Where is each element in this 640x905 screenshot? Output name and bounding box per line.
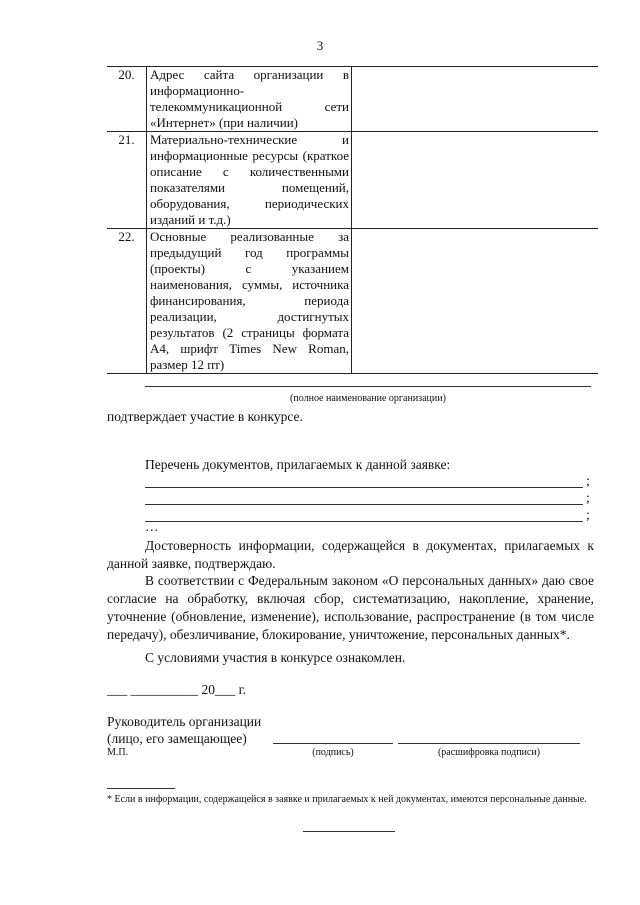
row-number: 21. xyxy=(107,132,147,229)
doc-line-end: ; xyxy=(586,507,590,522)
row-description: Адрес сайта организации в информационно-телекоммуникационной сети «Интернет» (при наличии) xyxy=(147,67,352,132)
consent-statement: В соответствии с Федеральным законом «О персональных данных» даю свое согласие на обработку, включая сбор, систематизацию, накопление, хранение, уточнение (обновление, изменение), использование, распространение (в том числе передачу), обезличивание, блокирование, уничтожение, персональных данных*. xyxy=(107,573,594,642)
list-ellipsis: … xyxy=(145,519,159,534)
head-subtitle: (лицо, его замещающее) xyxy=(107,731,247,746)
doc-line-1[interactable] xyxy=(145,487,583,488)
docs-list-heading: Перечень документов, прилагаемых к данной заявке: xyxy=(145,457,451,472)
footnote-separator xyxy=(107,788,175,789)
doc-line-end: ; xyxy=(586,490,590,505)
row-number: 20. xyxy=(107,67,147,132)
row-description: Основные реализованные за предыдущий год программы (проекты) с указанием наименования, суммы, источника финансирования, периода реализации, достигнутых результатов (2 страницы формата А4, шрифт Times New Roman, размер 12 пт) xyxy=(147,229,352,374)
row-value[interactable] xyxy=(352,229,599,374)
footnote: * Если в информации, содержащейся в заявке и прилагаемых к ней документах, имеются персональные данные. xyxy=(107,794,587,805)
head-title: Руководитель организации xyxy=(107,714,262,729)
date-line[interactable]: ___ __________ 20___ г. xyxy=(107,682,247,697)
doc-line-end: ; xyxy=(586,473,590,488)
org-name-caption: (полное наименование организации) xyxy=(290,393,446,404)
info-table xyxy=(107,66,598,374)
signature-caption: (подпись) xyxy=(312,747,354,758)
decoding-caption: (расшифровка подписи) xyxy=(437,747,541,758)
row-description: Материально-технические и информационные ресурсы (краткое описание с количественными показателями помещений, оборудования, периодических изданий и т.д.) xyxy=(147,132,352,229)
stamp-label: М.П. xyxy=(107,747,129,758)
doc-line-2[interactable] xyxy=(145,504,583,505)
reliability-statement: Достоверность информации, содержащейся в документах, прилагаемых к данной заявке, подтверждаю. xyxy=(107,538,594,571)
row-value[interactable] xyxy=(352,67,599,132)
page-number: 3 xyxy=(316,38,324,53)
table-row xyxy=(107,67,598,132)
table-row xyxy=(107,229,598,374)
decoding-line[interactable] xyxy=(398,743,580,744)
acquainted-statement: С условиями участия в конкурсе ознакомлен. xyxy=(145,650,406,665)
doc-line-3[interactable] xyxy=(145,521,583,522)
row-value[interactable] xyxy=(352,132,599,229)
confirms-text: подтверждает участие в конкурсе. xyxy=(107,409,303,424)
table-row xyxy=(107,132,598,229)
bottom-separator xyxy=(303,831,395,832)
org-name-line[interactable] xyxy=(145,386,591,387)
row-number: 22. xyxy=(107,229,147,374)
signature-line[interactable] xyxy=(273,743,393,744)
